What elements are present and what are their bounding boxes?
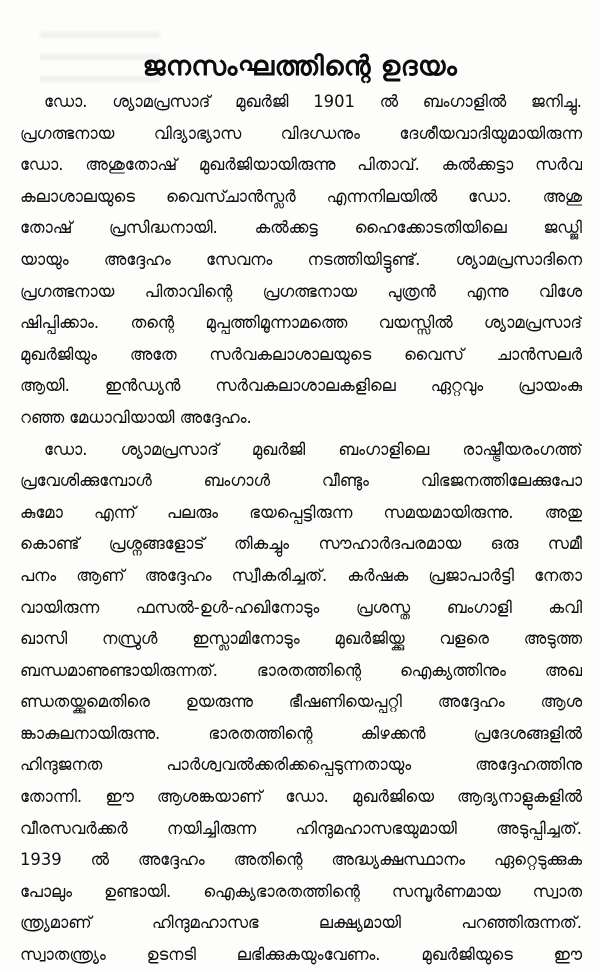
paragraph-1-line: ആയി. ഇൻഡ്യൻ സർവകലാശാലകളിലെ ഏറ്റവും പ്രായംകു — [20, 376, 582, 396]
paragraph-2-line: ഖാസി നസ്രുൾ ഇസ്ലാമിനോടും മുഖർജിയ്ക്കു വളരെ അടുത്ത — [20, 629, 582, 649]
paragraph-2-line: ങ്കാകുലനായിരുന്നു. ഭാരതത്തിന്റെ കിഴക്കൻ പ്രദേശങ്ങളിൽ — [20, 723, 582, 743]
paragraph-2-line: ബന്ധമാണുണ്ടായിരുന്നത്. ഭാരതത്തിന്റെ ഐക്യത്തിനും അഖ — [20, 660, 582, 680]
paragraph-1-line: പ്രഗത്ഭനായ വിദ്യാഭ്യാസ വിദഗ്ധനും ദേശീയവാദിയുമായിരുന്ന — [20, 123, 582, 143]
paragraph-2-line: തോന്നി. ഈ ആശങ്കയാണ് ഡോ. മുഖർജിയെ ആദ്യനാളുകളിൽ — [20, 787, 582, 807]
paragraph-1-line: ഡോ. ശ്യാമപ്രസാദ് മുഖർജി 1901 ൽ ബംഗാളിൽ ജനിച്ചു. — [44, 92, 582, 111]
paragraph-2-line: ണ്ഡതയ്ക്കുമെതിരെ ഉയരുന്നു ഭീഷണിയെപ്പറ്റി അദ്ദേഹം ആശ — [20, 692, 582, 712]
paragraph-2-line: ഹിന്ദുജനത പാർശ്വവൽക്കരിക്കപ്പെടുന്നതായും അദ്ദേഹത്തിനു — [20, 755, 582, 775]
chapter-title: ജനസംഘത്തിന്റെ ഉദയം — [142, 51, 458, 83]
paragraph-1-line: ഡോ. അശുതോഷ് മുഖർജിയായിരുന്നു പിതാവ്. കൽക്കട്ടാ സർവ — [20, 155, 582, 175]
paragraph-2-line: ഡോ. ശ്യാമപ്രസാദ് മുഖർജി ബംഗാളിലെ രാഷ്ട്രീയരംഗത്ത് — [44, 439, 582, 459]
paragraph-1-line: മുഖർജിയും അതേ സർവകലാശാലയുടെ വൈസ് ചാൻസലർ — [20, 344, 582, 364]
paragraph-2-line: പനം ആണ് അദ്ദേഹം സ്വീകരിച്ചത്. കർഷക പ്രജാപാർട്ടി നേതാ — [20, 565, 582, 585]
paragraph-1-line: ഷിപ്പിക്കാം. തന്റെ മുപ്പത്തിമൂന്നാമത്തെ വയസ്സിൽ ശ്യാമപ്രസാദ് — [20, 313, 582, 333]
paragraph-1-line: പ്രഗത്ഭനായ പിതാവിന്റെ പ്രഗത്ഭനായ പുത്രൻ എന്നു വിശേ — [20, 281, 582, 301]
paragraph-1-line: തോഷ് പ്രസിദ്ധനായി. കൽക്കട്ട ഹൈക്കോടതിയിലെ ജഡ്ജി — [20, 218, 582, 238]
paragraph-1-line: റഞ്ഞ മേധാവിയായി അദ്ദേഹം. — [20, 407, 252, 427]
paragraph-1-line: കലാശാലയുടെ വൈസ്ചാൻസ്ലർ എന്നനിലയിൽ ഡോ. അശു — [20, 186, 582, 206]
paragraph-1-line: യായും അദ്ദേഹം സേവനം നടത്തിയിട്ടുണ്ട്. ശ്യാമപ്രസാദിനെ — [20, 249, 582, 269]
body-text — [20, 86, 582, 971]
paragraph-2-line: പോലും ഉണ്ടായി. ഐക്യഭാരതത്തിന്റെ സമ്പൂർണമായ സ്വാത — [20, 881, 582, 901]
paragraph-2-line: 1939 ൽ അദ്ദേഹം അതിന്റെ അദ്ധ്യക്ഷസ്ഥാനം ഏറ്റെടുക്കുക — [20, 850, 582, 870]
paragraph-2-line: പ്രവേശിക്കുമ്പോൾ ബംഗാൾ വീണ്ടും വിഭജനത്തിലേക്കുപോ — [20, 471, 582, 491]
paragraph-2-line: കൊണ്ട് പ്രശ്നങ്ങളോട് തികച്ചും സൗഹാർദപരമായ ഒരു സമീ — [20, 534, 582, 554]
paragraph-2-line: വീരസവർക്കർ നയിച്ചിരുന്ന ഹിന്ദുമഹാസഭയുമായി അടുപ്പിച്ചത്. — [20, 818, 582, 838]
paragraph-2-line: സ്വാതന്ത്ര്യം ഉടനടി ലഭിക്കുകയുംവേണം. മുഖർജിയുടെ ഈ — [20, 945, 582, 965]
paragraph-2-line: വായിരുന്ന ഫസൽ-ഉൾ-ഹഖിനോടും പ്രശസ്ത ബംഗാളി കവി — [20, 597, 582, 617]
paragraph-2-line: കുമോ എന്ന് പലരും ഭയപ്പെട്ടിരുന്ന സമയമായിരുന്നു. അതു — [20, 502, 582, 522]
paragraph-2-line: ന്ത്ര്യമാണ് ഹിന്ദുമഹാസഭ ലക്ഷ്യമായി പറഞ്ഞിരുന്നത്. — [20, 913, 582, 933]
